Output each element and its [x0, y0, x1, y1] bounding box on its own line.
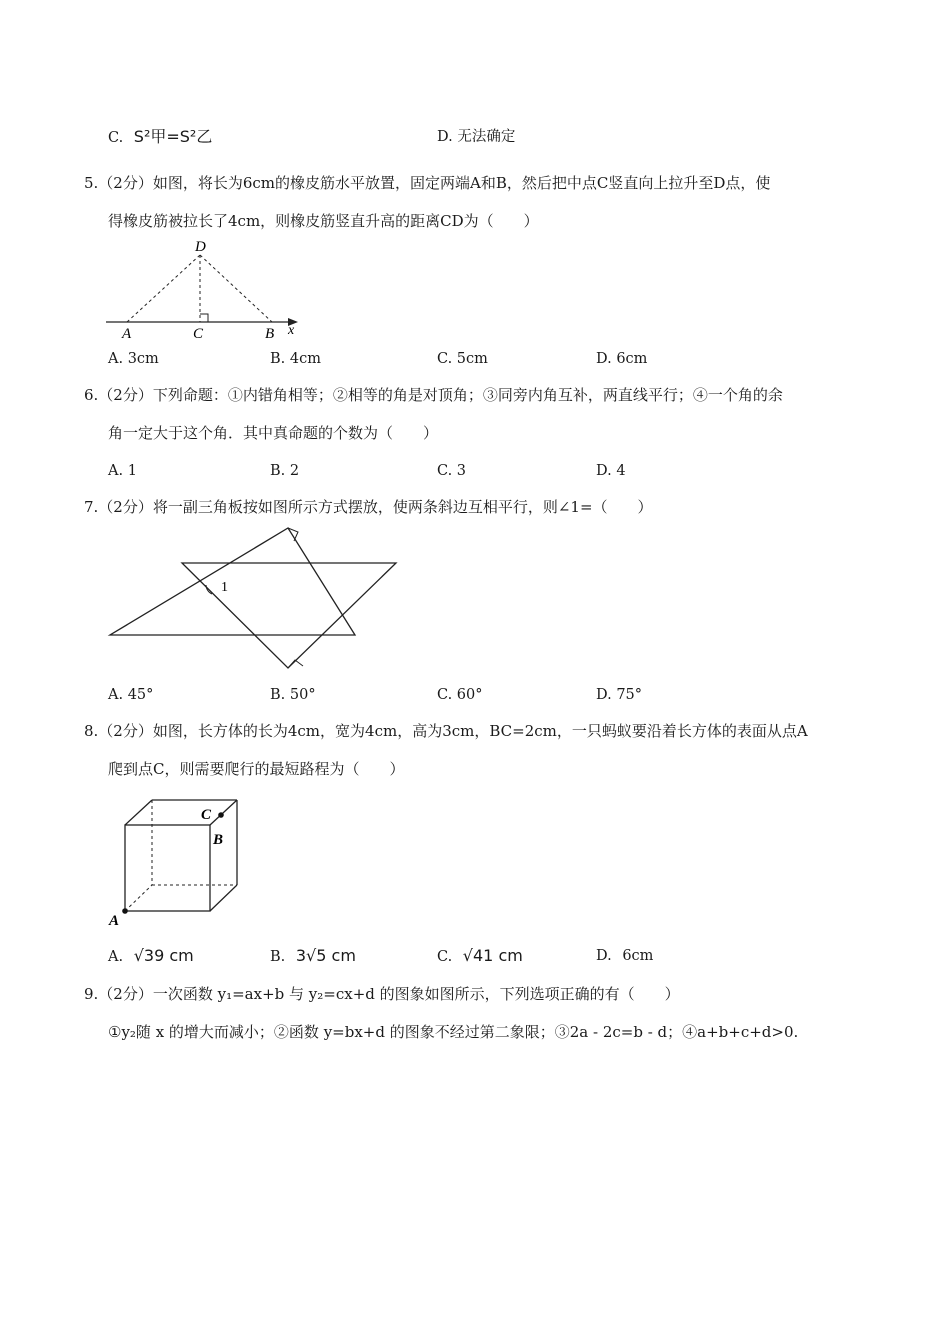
q8-option-a-value: √39 cm	[133, 946, 194, 965]
q8-option-c	[437, 946, 523, 967]
q8-edge-bottom-right	[210, 885, 237, 911]
q8-option-c-value: √41 cm	[462, 946, 523, 965]
q6-option-d: D. 4	[596, 463, 626, 479]
q8-label-b: B	[213, 832, 224, 848]
q7-option-d: D. 75°	[596, 687, 643, 703]
q8-edge-top-right	[210, 800, 237, 825]
q5-figure	[100, 235, 310, 343]
q7-angle-label: 1	[221, 580, 228, 595]
q5-right-angle-mark	[200, 314, 208, 322]
q8-edge-top-left	[125, 800, 152, 825]
q4-option-c	[108, 127, 212, 148]
q4-option-c-formula: S²甲=S²乙	[133, 127, 213, 146]
q5-label-d: D	[195, 239, 206, 255]
q5-label-x: x	[288, 323, 295, 338]
q5-label-a: A	[122, 326, 132, 342]
q8-hidden-edge-bottom-left	[125, 885, 152, 911]
q5-option-d: D. 6cm	[596, 351, 648, 367]
q8-label-c: C	[201, 807, 212, 823]
q5-segment-ad	[127, 255, 200, 322]
q7-triangle-right	[182, 563, 396, 668]
q5-label-c: C	[193, 326, 204, 342]
q6-text-line2: 角一定大于这个角．其中真命题的个数为（ ）	[108, 424, 439, 442]
q5-segment-db	[200, 255, 272, 322]
q5-option-b: B. 4cm	[270, 351, 321, 367]
q4-option-d: D. 无法确定	[437, 129, 516, 145]
q8-text-line2: 爬到点C，则需要爬行的最短路程为（ ）	[108, 760, 405, 778]
q8-text-line1: 8.（2分）如图，长方体的长为4cm，宽为4cm，高为3cm，BC=2cm，一只蚂蚁要沿着长方体的表面从点A	[84, 722, 808, 740]
q8-option-d-value: 6cm	[622, 948, 654, 964]
q7-text-line1: 7.（2分）将一副三角板按如图所示方式摆放，使两条斜边互相平行，则∠1=（ ）	[84, 498, 653, 516]
q6-text-line1: 6.（2分）下列命题：①内错角相等；②相等的角是对顶角；③同旁内角互补，两直线平行；④一个角的余	[84, 386, 783, 404]
q5-option-c: C. 5cm	[437, 351, 488, 367]
q8-option-b	[270, 946, 356, 967]
q7-triangle-left	[110, 528, 355, 635]
q6-option-c: C. 3	[437, 463, 467, 479]
q5-option-a: A. 3cm	[108, 351, 159, 367]
q5-label-b: B	[265, 326, 275, 342]
q8-option-a-label: A.	[108, 949, 124, 965]
q9-text-line2: ①y₂随 x 的增大而减小；②函数 y=bx+d 的图象不经过第二象限；③2a - 2c=b - d；④a+b+c+d>0.	[108, 1023, 799, 1041]
q9-text-line1: 9.（2分）一次函数 y₁=ax+b 与 y₂=cx+d 的图象如图所示，下列选项正确的有（ ）	[84, 985, 680, 1003]
q6-option-a: A. 1	[108, 463, 137, 479]
q7-option-a: A. 45°	[108, 687, 154, 703]
q6-option-b: B. 2	[270, 463, 300, 479]
q8-point-a	[122, 908, 128, 914]
q8-option-d	[596, 946, 653, 966]
q8-label-a: A	[109, 913, 120, 929]
q5-text-line2: 得橡皮筋被拉长了4cm，则橡皮筋竖直升高的距离CD为（ ）	[108, 212, 539, 230]
q8-option-b-label: B.	[270, 949, 286, 965]
q7-figure	[100, 522, 410, 677]
q7-option-b: B. 50°	[270, 687, 316, 703]
q4-option-c-label: C.	[108, 130, 124, 146]
q5-text-line1: 5.（2分）如图，将长为6cm的橡皮筋水平放置，固定两端A和B，然后把中点C竖直向上拉升至D点，使	[84, 174, 771, 192]
q8-option-d-label: D.	[596, 948, 612, 964]
q8-figure	[100, 792, 250, 932]
q8-option-a	[108, 946, 194, 967]
q8-option-b-value: 3√5 cm	[295, 946, 356, 965]
q7-option-c: C. 60°	[437, 687, 483, 703]
q8-option-c-label: C.	[437, 949, 453, 965]
q8-point-c	[218, 812, 224, 818]
